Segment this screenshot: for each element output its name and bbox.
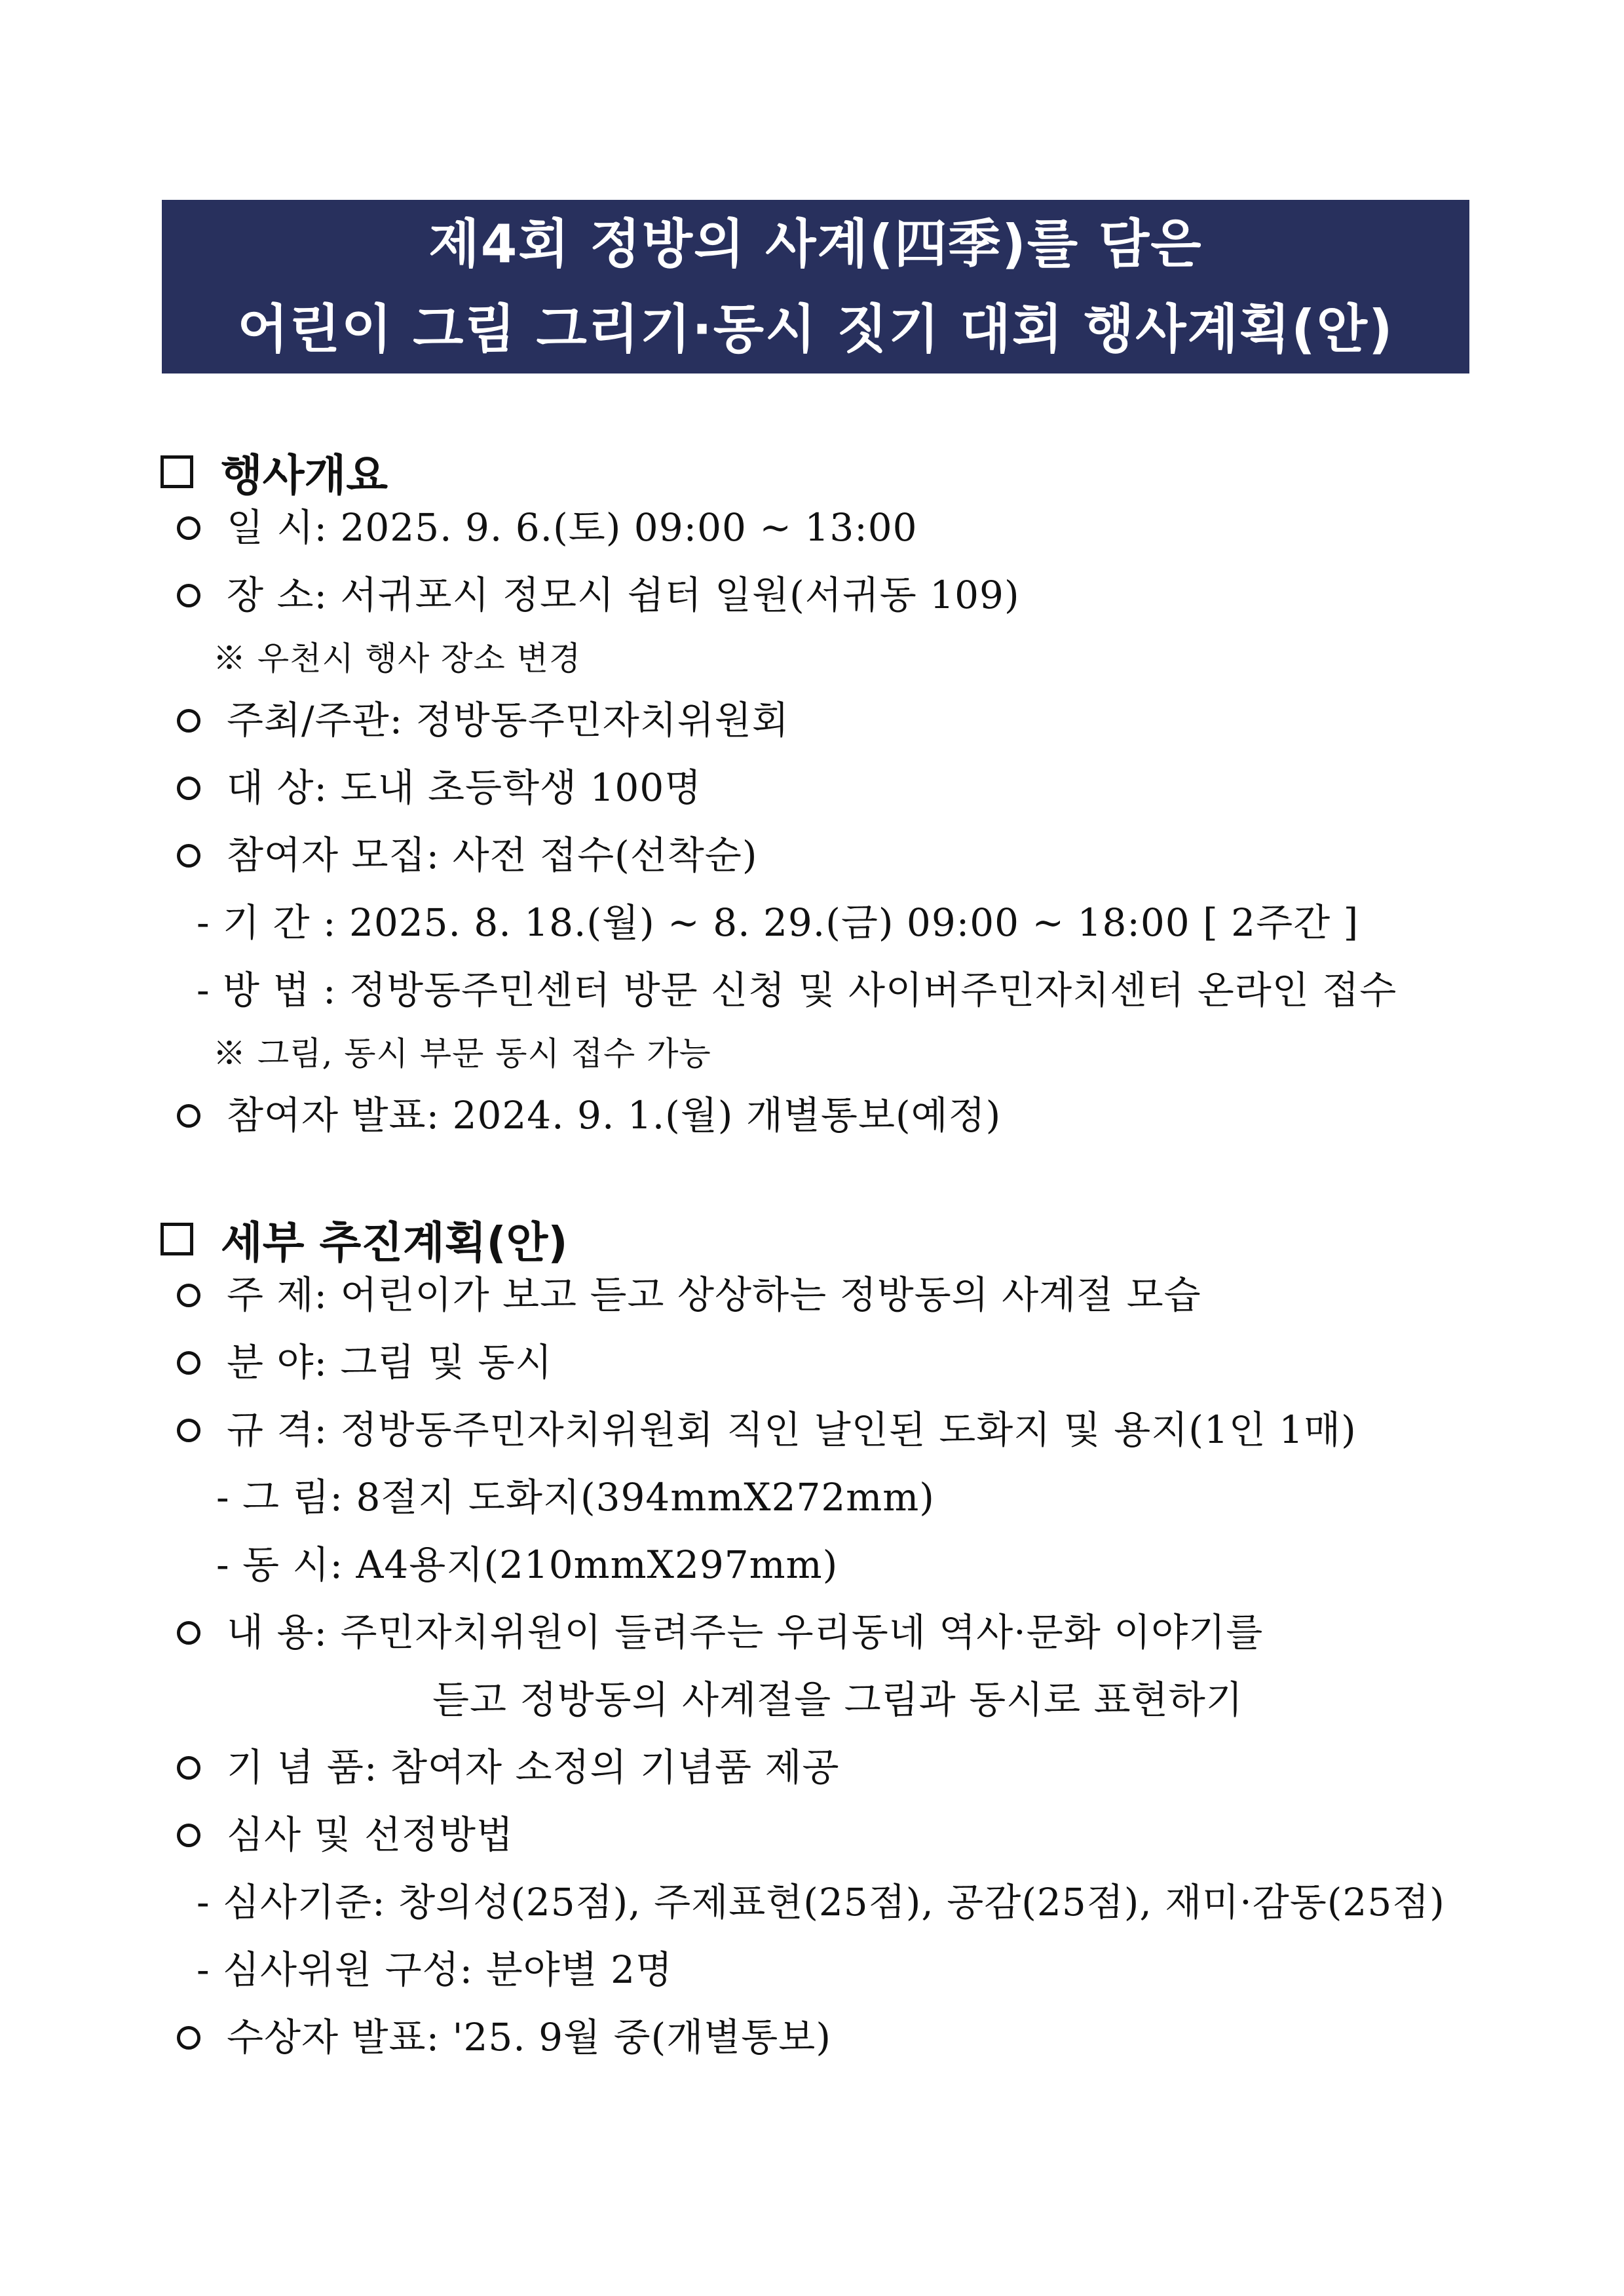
- circle-bullet-icon: [177, 1419, 200, 1442]
- item-value: 정방동주민자치위원회: [415, 698, 789, 742]
- item-label: 기 념 품:: [227, 1745, 378, 1789]
- circle-bullet-icon: [177, 1351, 200, 1375]
- item-value: 2025. 9. 6.(토) 09:00 ~ 13:00: [340, 505, 918, 550]
- circle-bullet-icon: [177, 516, 200, 540]
- item-content-continued: 듣고 정방동의 사계절을 그림과 동시로 표현하기: [432, 1677, 1243, 1722]
- item-value: 그림 및 동시: [340, 1340, 553, 1385]
- section-heading-overview: [161, 440, 388, 503]
- item-judging: [177, 1812, 514, 1858]
- item-text: 심사 및 선정방법: [227, 1812, 514, 1857]
- circle-bullet-icon: [177, 2026, 200, 2050]
- item-field: [177, 1339, 553, 1385]
- item-content: [177, 1609, 1263, 1655]
- circle-bullet-icon: [177, 584, 200, 607]
- sub-item-method: - 방 법 : 정방동주민센터 방문 신청 및 사이버주민자치센터 온라인 접수: [197, 968, 1397, 1012]
- item-label: 대 상:: [227, 765, 328, 810]
- circle-bullet-icon: [177, 709, 200, 733]
- section-heading-plan: [161, 1208, 568, 1270]
- item-place: [177, 572, 1020, 618]
- item-theme: [177, 1272, 1201, 1318]
- note-both-categories: ※ 그림, 동시 부문 동시 접수 가능: [213, 1035, 711, 1073]
- item-host: [177, 697, 789, 743]
- sub-item-poem: - 동 시: A4용지(210mmX297mm): [216, 1542, 839, 1587]
- item-label: 주 제:: [227, 1272, 328, 1317]
- item-spec: [177, 1407, 1357, 1453]
- circle-bullet-icon: [177, 1621, 200, 1645]
- checkbox-square-icon: [161, 455, 193, 488]
- item-label: 참여자 모집:: [227, 833, 440, 877]
- title-banner: [162, 200, 1469, 373]
- item-date: [177, 505, 918, 550]
- checkbox-square-icon: [161, 1223, 193, 1255]
- circle-bullet-icon: [177, 1284, 200, 1307]
- item-label: 규 격:: [227, 1407, 328, 1452]
- sub-item-drawing: - 그 림: 8절지 도화지(394mmX272mm): [216, 1475, 935, 1520]
- note-rain: ※ 우천시 행사 장소 변경: [213, 640, 582, 678]
- title-line-1: 제4회 정방의 사계(四季)를 담은: [428, 213, 1203, 275]
- item-target: [177, 765, 702, 811]
- circle-bullet-icon: [177, 776, 200, 800]
- item-value: 어린이가 보고 듣고 상상하는 정방동의 사계절 모습: [340, 1272, 1201, 1317]
- item-value: 참여자 소정의 기념품 제공: [390, 1745, 840, 1789]
- sub-item-judges: - 심사위원 구성: 분야별 2명: [197, 1947, 673, 1992]
- title-line-2: 어린이 그림 그리기·동시 짓기 대회 행사계획(안): [237, 298, 1394, 360]
- item-value: 정방동주민자치위원회 직인 날인된 도화지 및 용지(1인 1매): [340, 1407, 1357, 1452]
- sub-item-period: - 기 간 : 2025. 8. 18.(월) ~ 8. 29.(금) 09:00 ~ 18:00 [ 2주간 ]: [197, 900, 1359, 945]
- item-value: 도내 초등학생 100명: [340, 765, 702, 810]
- item-value: 2024. 9. 1.(월) 개별통보(예정): [452, 1093, 1002, 1138]
- circle-bullet-icon: [177, 1104, 200, 1128]
- item-label: 분 야:: [227, 1340, 328, 1385]
- circle-bullet-icon: [177, 1756, 200, 1780]
- circle-bullet-icon: [177, 1824, 200, 1847]
- item-label: 주최/주관:: [227, 698, 404, 742]
- item-winners: [177, 2014, 831, 2060]
- item-gift: [177, 1744, 840, 1790]
- item-label: 일 시:: [227, 505, 328, 550]
- section-heading-text: 세부 추진계획(안): [221, 1217, 568, 1268]
- item-value: 사전 접수(선착순): [452, 833, 758, 877]
- item-value: 서귀포시 정모시 쉼터 일원(서귀동 109): [340, 573, 1020, 617]
- item-recruit: [177, 832, 757, 878]
- item-label: 참여자 발표:: [227, 1093, 440, 1138]
- item-label: 장 소:: [227, 573, 328, 617]
- section-heading-text: 행사개요: [221, 450, 388, 501]
- circle-bullet-icon: [177, 844, 200, 868]
- item-announce: [177, 1092, 1001, 1138]
- sub-item-criteria: - 심사기준: 창의성(25점), 주제표현(25점), 공감(25점), 재미·감동(25점): [197, 1880, 1445, 1924]
- item-label: 내 용:: [227, 1610, 328, 1655]
- item-value: '25. 9월 중(개별통보): [452, 2015, 831, 2059]
- item-label: 수상자 발표:: [227, 2015, 440, 2059]
- item-value: 주민자치위원이 들려주는 우리동네 역사·문화 이야기를: [340, 1610, 1264, 1655]
